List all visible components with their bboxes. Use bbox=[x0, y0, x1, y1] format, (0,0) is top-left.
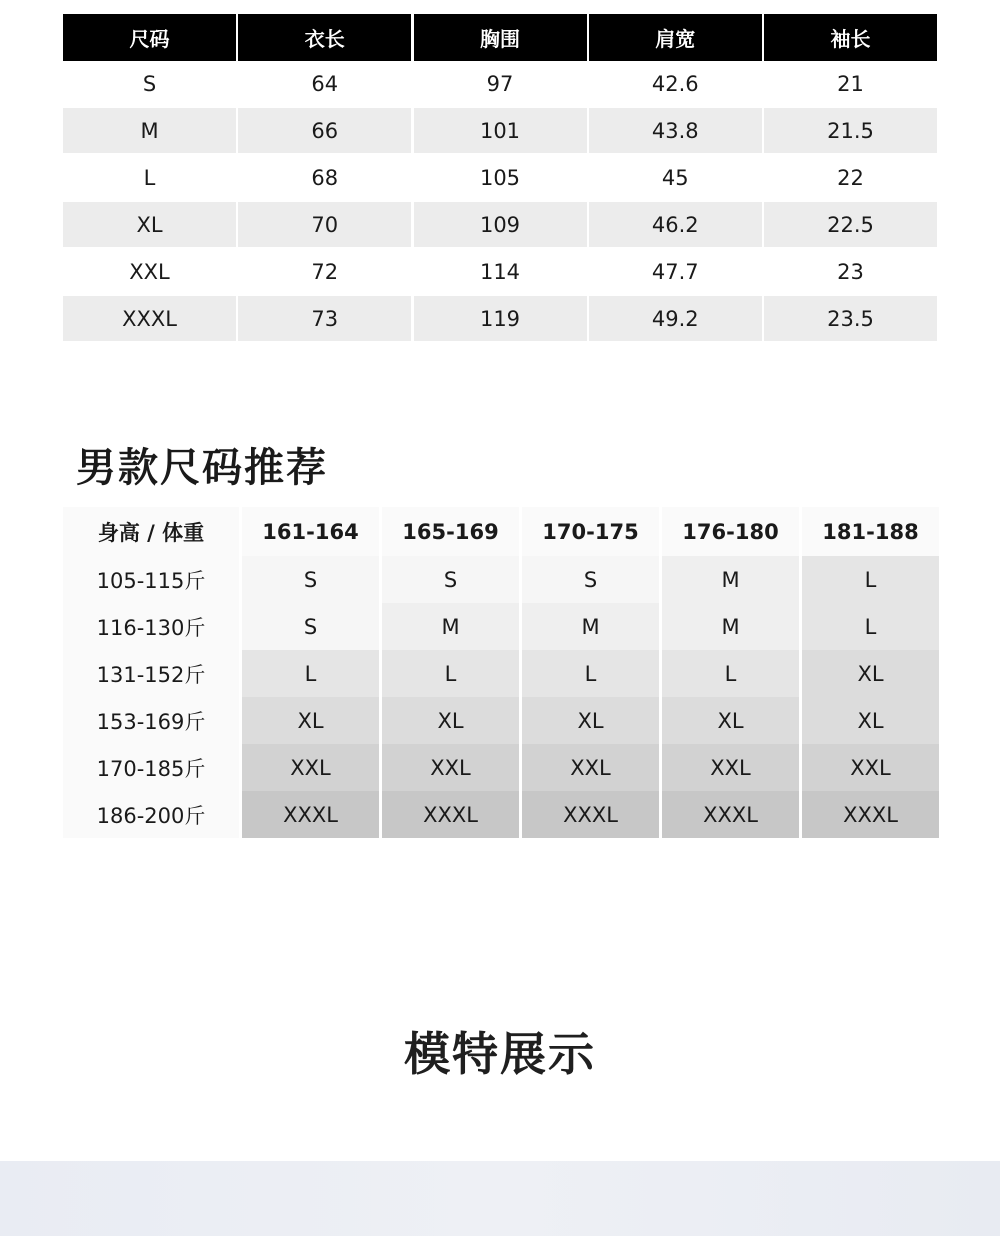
recommended-size-cell: XXL bbox=[802, 744, 939, 791]
model-showcase-title: 模特展示 bbox=[404, 1027, 596, 1081]
weight-range-label: 105-115斤 bbox=[63, 556, 239, 603]
recommended-size-cell: M bbox=[382, 603, 519, 650]
size-chart-cell: 42.6 bbox=[589, 61, 762, 106]
size-chart-size-label: M bbox=[63, 108, 236, 153]
recommended-size-cell: L bbox=[802, 603, 939, 650]
size-chart-cell: 73 bbox=[238, 296, 411, 341]
size-chart-cell: 105 bbox=[414, 155, 587, 200]
size-chart-cell: 101 bbox=[414, 108, 587, 153]
size-chart-cell: 109 bbox=[414, 202, 587, 247]
height-weight-corner-label: 身高 / 体重 bbox=[63, 507, 239, 556]
recommended-size-cell: L bbox=[522, 650, 659, 697]
size-chart-header: 尺码 bbox=[63, 14, 236, 61]
size-chart-header: 肩宽 bbox=[589, 14, 762, 61]
recommended-size-cell: L bbox=[662, 650, 799, 697]
size-chart-cell: 70 bbox=[238, 202, 411, 247]
recommended-size-cell: L bbox=[382, 650, 519, 697]
recommended-size-cell: M bbox=[662, 603, 799, 650]
size-chart-cell: 68 bbox=[238, 155, 411, 200]
size-chart-cell: 47.7 bbox=[589, 249, 762, 294]
height-range-header: 181-188 bbox=[802, 507, 939, 556]
size-chart-header: 胸围 bbox=[414, 14, 587, 61]
height-range-header: 165-169 bbox=[382, 507, 519, 556]
size-chart-cell: 23.5 bbox=[764, 296, 937, 341]
recommended-size-cell: XXXL bbox=[382, 791, 519, 838]
recommended-size-cell: XL bbox=[382, 697, 519, 744]
recommended-size-cell: XXL bbox=[382, 744, 519, 791]
recommended-size-cell: S bbox=[522, 556, 659, 603]
recommended-size-cell: XXXL bbox=[662, 791, 799, 838]
size-recommendation-table bbox=[63, 507, 937, 838]
size-chart-cell: 23 bbox=[764, 249, 937, 294]
size-chart-cell: 43.8 bbox=[589, 108, 762, 153]
recommended-size-cell: S bbox=[242, 603, 379, 650]
weight-range-label: 170-185斤 bbox=[63, 744, 239, 791]
recommended-size-cell: XL bbox=[522, 697, 659, 744]
size-chart-size-label: XL bbox=[63, 202, 236, 247]
weight-range-label: 153-169斤 bbox=[63, 697, 239, 744]
size-chart-cell: 45 bbox=[589, 155, 762, 200]
weight-range-label: 131-152斤 bbox=[63, 650, 239, 697]
model-image-area bbox=[0, 1161, 1000, 1236]
recommended-size-cell: XXXL bbox=[522, 791, 659, 838]
size-recommendation-title: 男款尺码推荐 bbox=[76, 445, 328, 491]
size-chart-header: 衣长 bbox=[238, 14, 411, 61]
height-range-header: 170-175 bbox=[522, 507, 659, 556]
height-range-header: 161-164 bbox=[242, 507, 379, 556]
recommended-size-cell: S bbox=[382, 556, 519, 603]
recommended-size-cell: XXL bbox=[522, 744, 659, 791]
size-chart-cell: 49.2 bbox=[589, 296, 762, 341]
weight-range-label: 116-130斤 bbox=[63, 603, 239, 650]
size-chart-cell: 22 bbox=[764, 155, 937, 200]
size-chart-cell: 72 bbox=[238, 249, 411, 294]
size-chart-size-label: XXL bbox=[63, 249, 236, 294]
size-chart-cell: 46.2 bbox=[589, 202, 762, 247]
recommended-size-cell: XL bbox=[242, 697, 379, 744]
height-range-header: 176-180 bbox=[662, 507, 799, 556]
size-chart-table bbox=[63, 14, 937, 343]
recommended-size-cell: M bbox=[522, 603, 659, 650]
recommended-size-cell: M bbox=[662, 556, 799, 603]
size-chart-cell: 21.5 bbox=[764, 108, 937, 153]
size-chart-cell: 64 bbox=[238, 61, 411, 106]
recommended-size-cell: XL bbox=[662, 697, 799, 744]
size-chart-cell: 119 bbox=[414, 296, 587, 341]
size-chart-cell: 114 bbox=[414, 249, 587, 294]
size-chart-cell: 21 bbox=[764, 61, 937, 106]
recommended-size-cell: XXXL bbox=[242, 791, 379, 838]
weight-range-label: 186-200斤 bbox=[63, 791, 239, 838]
recommended-size-cell: L bbox=[242, 650, 379, 697]
size-chart-cell: 22.5 bbox=[764, 202, 937, 247]
size-chart-cell: 97 bbox=[414, 61, 587, 106]
size-chart-size-label: S bbox=[63, 61, 236, 106]
recommended-size-cell: XL bbox=[802, 650, 939, 697]
size-chart-size-label: L bbox=[63, 155, 236, 200]
recommended-size-cell: L bbox=[802, 556, 939, 603]
recommended-size-cell: S bbox=[242, 556, 379, 603]
recommended-size-cell: XXXL bbox=[802, 791, 939, 838]
recommended-size-cell: XXL bbox=[662, 744, 799, 791]
size-chart-cell: 66 bbox=[238, 108, 411, 153]
recommended-size-cell: XL bbox=[802, 697, 939, 744]
size-chart-header: 袖长 bbox=[764, 14, 937, 61]
size-chart-size-label: XXXL bbox=[63, 296, 236, 341]
recommended-size-cell: XXL bbox=[242, 744, 379, 791]
